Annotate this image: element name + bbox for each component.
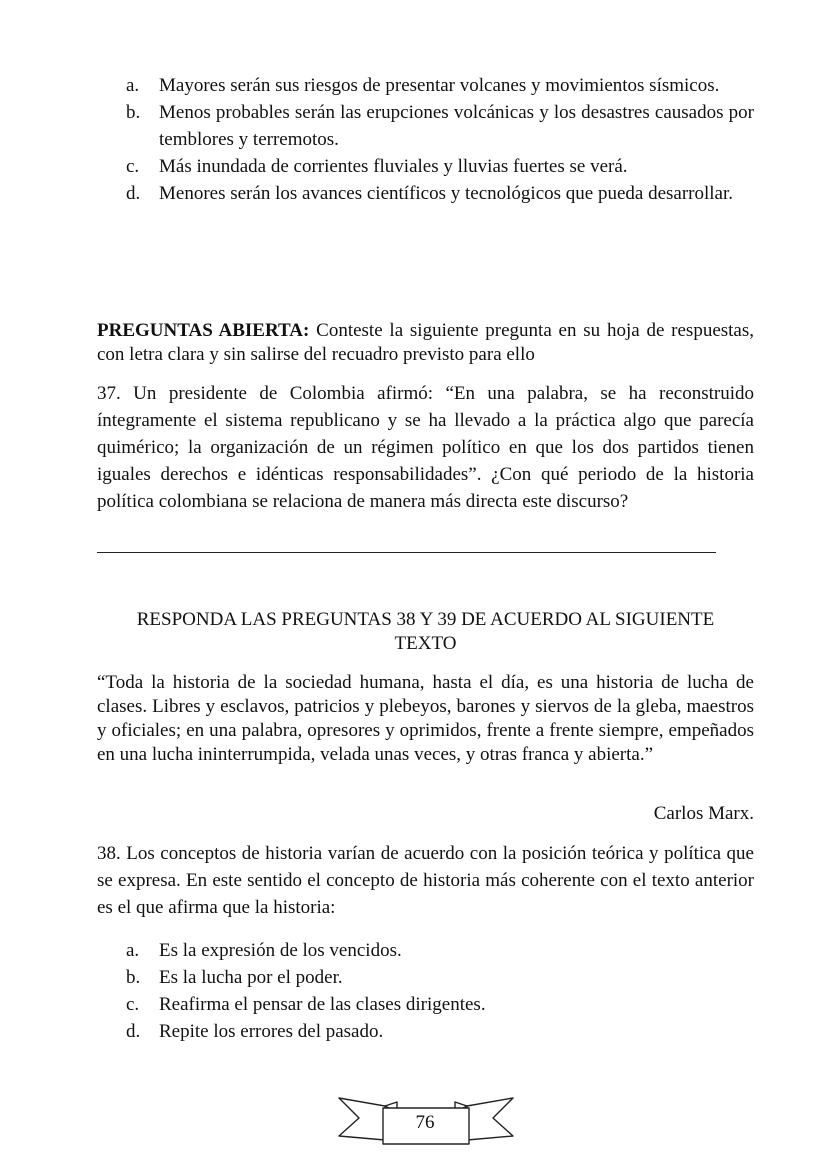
open-questions-label: PREGUNTAS ABIERTA: [97, 320, 310, 341]
option-text: Menores serán los avances científicos y tecnológicos que pueda desarrollar. [159, 183, 734, 204]
q38-option-c [126, 991, 754, 1018]
option-letter: c. [126, 994, 140, 1015]
option-text: Mayores serán sus riesgos de presentar volcanes y movimientos sísmicos. [159, 75, 720, 96]
option-letter: b. [126, 102, 141, 123]
answer-line [97, 552, 716, 553]
section-heading-line-1: RESPONDA LAS PREGUNTAS 38 Y 39 DE ACUERDO AL SIGUIENTE [136, 609, 715, 630]
option-text: Menos probables serán las erupciones volcánicas y los desastres causados por temblores y terremotos. [159, 102, 754, 150]
open-questions-instruction [97, 319, 754, 367]
q36-option-a [126, 72, 754, 99]
section-heading-line-2: TEXTO [394, 633, 457, 654]
q36-option-b [126, 99, 754, 153]
marx-quote: “Toda la historia de la sociedad humana, hasta el día, es una historia de lucha de clases. Libres y esclavos, patricios y plebeyos, barones y siervos de la gleba, maestros y oficiales; en una palabra, opresores y oprimidos, frente a frente siempre, empeñados en una lucha ininterrumpida, velada unas veces, y otras franca y abierta.” [97, 672, 754, 765]
q38-options [126, 937, 754, 1045]
option-letter: c. [126, 156, 140, 177]
q36-option-d [126, 180, 754, 207]
page-number: 76 [415, 1112, 435, 1133]
banner-left-tail [339, 1098, 385, 1140]
open-questions-text: Conteste la siguiente pregunta en su hoja de respuestas, con letra clara y sin salirse del recuadro previsto para ello [97, 320, 754, 365]
question-38: 38. Los conceptos de historia varían de acuerdo con la posición teórica y política que se expresa. En este sentido el concepto de historia más coherente con el texto anterior es el que afirma que la historia: [97, 843, 754, 918]
q36-option-c [126, 153, 754, 180]
q36-options [126, 72, 754, 207]
banner-right-tail [467, 1098, 513, 1140]
option-letter: d. [126, 1021, 141, 1042]
option-text: Más inundada de corrientes fluviales y lluvias fuertes se verá. [159, 156, 628, 177]
q38-option-a [126, 937, 754, 964]
option-text: Es la lucha por el poder. [159, 967, 343, 988]
option-letter: a. [126, 940, 140, 961]
option-letter: d. [126, 183, 141, 204]
option-text: Repite los errores del pasado. [159, 1021, 384, 1042]
option-text: Es la expresión de los vencidos. [159, 940, 402, 961]
section-heading [97, 608, 754, 656]
quote-author: Carlos Marx. [653, 803, 754, 824]
q38-option-d [126, 1018, 754, 1045]
question-37: 37. Un presidente de Colombia afirmó: “En una palabra, se ha reconstruido íntegramente el sistema republicano y se ha llevado a la práctica algo que parecía quimérico; la organización de un régimen político en que los dos partidos tienen iguales derechos e idénticas responsabilidades”. ¿Con qué periodo de la historia política colombiana se relaciona de manera más directa este discurso? [97, 383, 754, 512]
option-letter: a. [126, 75, 140, 96]
option-letter: b. [126, 967, 141, 988]
option-text: Reafirma el pensar de las clases dirigentes. [159, 994, 486, 1015]
q38-option-b [126, 964, 754, 991]
